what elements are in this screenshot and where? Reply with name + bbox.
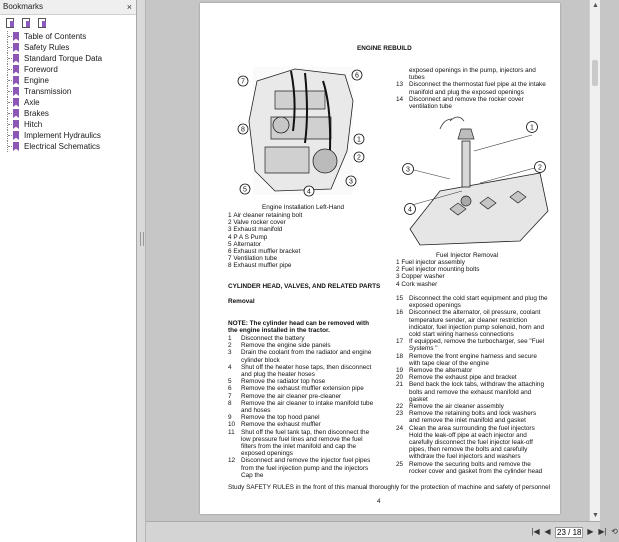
fuel-injector-figure [400,111,550,247]
bookmark-item[interactable]: Hitch [0,119,136,130]
previous-page-icon[interactable]: ◀ [544,527,551,536]
callout-2 [354,152,364,162]
bookmark-icon [13,76,19,85]
new-bookmark-icon[interactable] [21,18,31,27]
removal-title: Removal [228,298,255,305]
step: 11 Shut off the fuel tank tap, then disconnect the low pressure fuel lines and remove the fuel filters from the inlet manifold and cap the exposed openings [228,428,370,458]
callout-8 [238,124,248,134]
steps-right [396,295,548,475]
svg-text:3: 3 [406,166,410,174]
next-page-icon[interactable]: ▶ [587,527,594,536]
panel-splitter[interactable] [137,0,146,542]
bookmark-icon [13,43,19,52]
step: 23 Remove the retaining bolts and lock washers and remove the inlet manifold and gasket [396,410,537,425]
bookmarks-title: Bookmarks [3,2,44,11]
figure-caption: Fuel Injector Removal [436,252,499,259]
bookmark-item[interactable]: Foreword [0,64,136,75]
svg-text:5: 5 [243,186,247,194]
bookmark-item[interactable]: Transmission [0,86,136,97]
page-number-input[interactable] [555,527,583,538]
bookmark-icon [13,131,19,140]
page-navigation-bar [146,521,618,542]
step: 24 Clean the area surrounding the fuel injectors Hold the leak-off pipe at each injector and carefully disconnect the fuel injector leak-off pipes, then remove the bolts and carefully withdraw the fuel injectors and washers [396,424,535,461]
svg-text:1: 1 [530,124,534,132]
page-navigator [531,526,619,538]
callout-2 [535,162,546,173]
svg-text:2: 2 [357,154,361,162]
expand-bookmark-icon[interactable] [5,18,15,27]
callout-1 [354,134,364,144]
callout-4 [405,204,416,215]
callout-5 [240,184,250,194]
figure-legend: 1 Fuel injector assembly 2 Fuel injector mounting bolts 3 Copper washer 4 Cork washer [396,259,480,288]
bookmark-icon [13,87,19,96]
svg-text:1: 1 [357,136,361,144]
svg-text:4: 4 [408,206,412,214]
step: 13 Disconnect the thermostat fuel pipe at the intake manifold and plug the exposed openings [396,81,546,96]
close-icon[interactable]: × [126,2,132,12]
first-page-icon[interactable]: |◀ [531,527,540,536]
bookmark-item[interactable]: Table of Contents [0,31,136,42]
step: 4 Shut off the heater hose taps, then disconnect and plug the heater hoses [228,363,372,379]
svg-text:3: 3 [349,178,353,186]
svg-text:6: 6 [355,72,359,80]
step: 18 Remove the front engine harness and secure with tape clear of the engine [396,352,537,367]
note-text: NOTE: The cylinder head can be removed with the engine installed in the tractor. [228,320,369,335]
step: 7 Remove the air cleaner pre-cleaner [228,392,342,400]
svg-text:4: 4 [307,188,311,196]
step: 6 Remove the exhaust muffler extension pipe [228,385,364,393]
page-header: ENGINE REBUILD [357,45,412,52]
bookmark-options-icon[interactable] [37,18,47,27]
back-icon[interactable]: ⟲ [611,527,618,536]
svg-text:8: 8 [241,126,245,134]
bookmark-icon [13,65,19,74]
vertical-scrollbar[interactable] [589,0,600,521]
bookmark-icon [13,54,19,63]
callout-7 [238,76,248,86]
callout-3 [346,176,356,186]
steps-left [228,335,378,479]
splitter-grip-icon[interactable] [140,232,144,246]
bookmark-icon [13,32,19,41]
bookmark-icon [13,109,19,118]
step: 17 If equipped, remove the turbocharger, see "Fuel Systems " [396,338,545,353]
bookmark-icon [13,98,19,107]
bookmark-item[interactable]: Electrical Schematics [0,141,136,152]
step: 16 Disconnect the alternator, oil pressure, coolant temperature sender, air cleaner restriction indicator, fuel injection pump solenoid, horn and cold start wiring harness connections [396,309,545,339]
bookmark-item[interactable]: Axle [0,97,136,108]
page-number: 4 [377,498,381,505]
step: 15 Disconnect the cold start equipment and plug the exposed openings [396,295,548,310]
step: 12 Disconnect and remove the injector fuel pipes from the fuel injection pump and the injectors Cap the [228,457,371,479]
bookmarks-panel [0,0,137,542]
step: 22 Remove the air cleaner assembly [396,403,504,411]
bookmark-list [0,31,136,152]
step: 2 Remove the engine side panels [228,342,331,350]
svg-text:7: 7 [241,78,245,86]
bookmark-item[interactable]: Implement Hydraulics [0,130,136,141]
step: 14 Disconnect and remove the rocker cover ventilation tube [396,95,524,111]
last-page-icon[interactable]: ▶| [598,527,607,536]
bookmark-item[interactable]: Safety Rules [0,42,136,53]
step-continuation: exposed openings in the pump, injectors and tubes [409,67,536,82]
page-footer: Study SAFETY RULES in the front of this manual thoroughly for the protection of machine and safety of personnel [228,484,551,491]
step: 19 Remove the alternator [396,367,473,375]
engine-installation-figure [235,61,365,199]
bookmark-item[interactable]: Standard Torque Data [0,53,136,64]
step: 20 Remove the exhaust pipe and bracket [396,374,517,382]
callout-6 [352,70,362,80]
bookmark-item[interactable]: Brakes [0,108,136,119]
bookmark-icon [13,120,19,129]
scroll-up-icon[interactable]: ▲ [592,2,599,9]
step: 5 Remove the radiator top hose [228,378,326,386]
scroll-down-icon[interactable]: ▼ [592,512,599,519]
steps-right-top [396,67,546,110]
bookmark-item[interactable]: Engine [0,75,136,86]
step: 25 Remove the securing bolts and remove the rocker cover and gasket from the cylinder head [396,460,543,475]
bookmarks-header [0,0,136,15]
bookmarks-toolbar [0,15,136,29]
scroll-thumb[interactable] [592,60,598,86]
document-page [200,3,560,514]
section-title: CYLINDER HEAD, VALVES, AND RELATED PARTS [228,283,381,290]
step: 3 Drain the coolant from the radiator and engine cylinder block [228,349,372,364]
step: 8 Remove the air cleaner to intake manifold tube and hoses [228,399,374,415]
callout-1 [527,122,538,133]
step: 10 Remove the exhaust muffler [228,421,321,429]
figure-legend: 1 Air cleaner retaining bolt 2 Valve rocker cover 3 Exhaust manifold 4 P A S Pump 5 Alternator 6 Exhaust muffler bracket 7 Ventilation tube 8 Exhaust muffler pipe [228,212,303,270]
bookmark-icon [13,142,19,151]
step: 21 Bend back the lock tabs, withdraw the attaching bolts and remove the exhaust manifold and gasket [396,381,544,403]
step: 1 Disconnect the battery [228,335,305,342]
callout-3 [403,164,414,175]
figure-caption: Engine Installation Left-Hand [262,204,345,211]
callout-4 [304,186,314,196]
step: 9 Remove the top hood panel [228,414,320,422]
svg-text:2: 2 [538,164,542,172]
